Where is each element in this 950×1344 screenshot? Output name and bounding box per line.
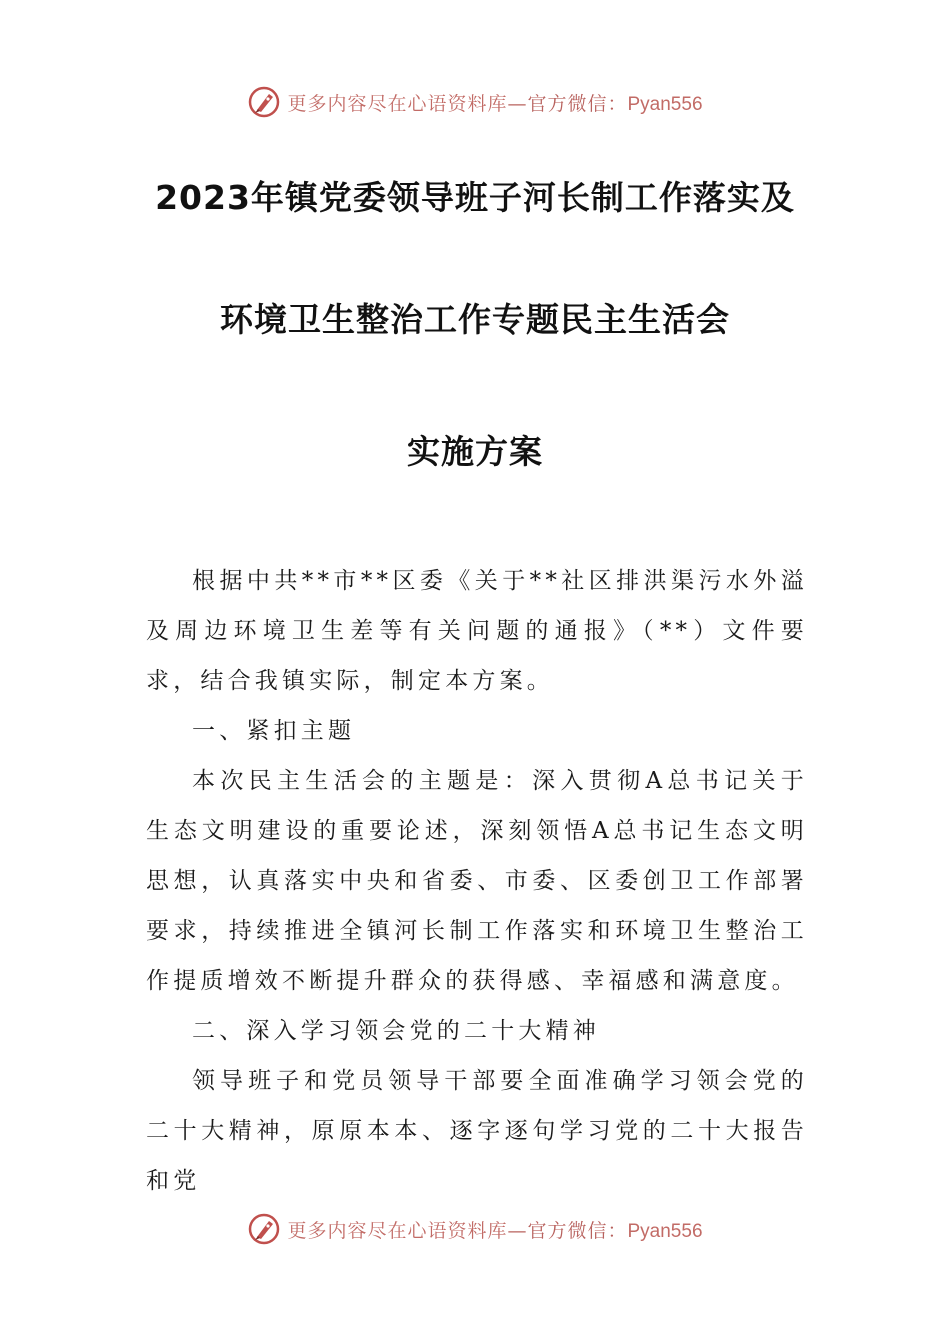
paragraph-theme: 本次民主生活会的主题是：深入贯彻A总书记关于生态文明建设的重要论述，深刻领悟A总书记生态文明思想，认真落实中央和省委、市委、区委创卫工作部署要求，持续推进全镇河长制工作落实和环境卫生整治工作提质增效不断提升群众的获得感、幸福感和满意度。	[146, 768, 808, 994]
document-title-line-2: 环境卫生整治工作专题民主生活会	[220, 300, 730, 339]
pen-nib-logo-icon	[247, 85, 281, 119]
section-heading-1: 一、紧扣主题	[192, 718, 356, 744]
pen-nib-logo-icon	[247, 1212, 281, 1246]
watermark-text	[287, 1216, 702, 1243]
document-title-line-1: 2023年镇党委领导班子河长制工作落实及	[155, 178, 795, 217]
watermark-brand: 更多内容尽在心语资料库	[287, 1219, 508, 1242]
paragraph-study: 领导班子和党员领导干部要全面准确学习领会党的二十大精神，原原本本、逐字逐句学习党的二十大报告和党	[146, 1068, 808, 1194]
watermark-separator: —	[507, 92, 528, 115]
watermark-wechat-label: 官方微信：	[527, 92, 628, 115]
section-heading-2: 二、深入学习领会党的二十大精神	[192, 1018, 600, 1044]
document-body	[146, 556, 808, 1206]
watermark-wechat-id: Pyan556	[627, 93, 703, 115]
document-title-line-3: 实施方案	[407, 432, 543, 471]
watermark-separator: —	[507, 1219, 528, 1242]
watermark-wechat-label: 官方微信：	[527, 1219, 628, 1242]
header-watermark	[0, 82, 950, 122]
paragraph-intro: 根据中共**市**区委《关于**社区排洪渠污水外溢及周边环境卫生差等有关问题的通报》（**）文件要求，结合我镇实际，制定本方案。	[146, 568, 808, 694]
footer-watermark	[0, 1209, 950, 1249]
watermark-wechat-id: Pyan556	[627, 1220, 703, 1242]
watermark-brand: 更多内容尽在心语资料库	[287, 92, 508, 115]
watermark-text	[287, 89, 702, 116]
